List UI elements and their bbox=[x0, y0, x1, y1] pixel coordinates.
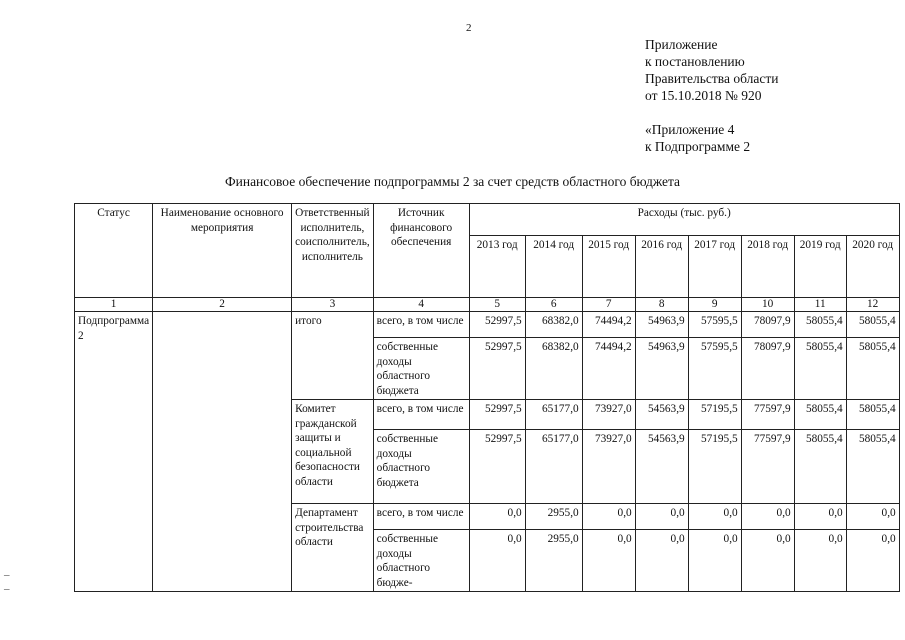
column-number: 12 bbox=[846, 298, 899, 312]
value-cell: 73927,0 bbox=[582, 400, 635, 430]
value-cell: 65177,0 bbox=[525, 400, 582, 430]
executor-cell: Департамент строительства области bbox=[292, 504, 374, 592]
header-year: 2019 год bbox=[794, 236, 846, 298]
appendix-line: Приложение bbox=[645, 37, 718, 52]
value-cell: 54963,9 bbox=[635, 312, 688, 338]
appendix-line: Правительства области bbox=[645, 71, 779, 86]
header-year: 2014 год bbox=[525, 236, 582, 298]
appendix-line: к Подпрограмме 2 bbox=[645, 139, 751, 154]
value-cell: 54963,9 bbox=[635, 338, 688, 400]
table-row bbox=[75, 312, 900, 338]
appendix-line: от 15.10.2018 № 920 bbox=[645, 88, 762, 103]
value-cell: 68382,0 bbox=[525, 338, 582, 400]
column-number: 9 bbox=[688, 298, 741, 312]
value-cell: 0,0 bbox=[846, 504, 899, 530]
value-cell: 68382,0 bbox=[525, 312, 582, 338]
document-title: Финансовое обеспечение подпрограммы 2 за счет средств областного бюджета bbox=[224, 174, 681, 189]
header-year: 2017 год bbox=[688, 236, 741, 298]
value-cell: 0,0 bbox=[635, 504, 688, 530]
value-cell: 58055,4 bbox=[794, 430, 846, 504]
header-year: 2015 год bbox=[582, 236, 635, 298]
source-cell: собственные доходы областного бюдже- bbox=[373, 530, 469, 592]
value-cell: 78097,9 bbox=[741, 338, 794, 400]
value-cell: 2955,0 bbox=[525, 530, 582, 592]
value-cell: 57195,5 bbox=[688, 430, 741, 504]
finance-table bbox=[74, 203, 900, 592]
column-number: 10 bbox=[741, 298, 794, 312]
appendix-note bbox=[645, 36, 778, 155]
value-cell: 0,0 bbox=[846, 530, 899, 592]
value-cell: 54563,9 bbox=[635, 430, 688, 504]
value-cell: 0,0 bbox=[688, 530, 741, 592]
header-executor: Ответственный исполнитель, соисполнитель, исполнитель bbox=[292, 204, 374, 298]
value-cell: 58055,4 bbox=[794, 312, 846, 338]
activity-name-cell bbox=[153, 312, 292, 592]
column-number: 7 bbox=[582, 298, 635, 312]
value-cell: 0,0 bbox=[688, 504, 741, 530]
column-number: 4 bbox=[373, 298, 469, 312]
margin-marks: – – bbox=[4, 569, 10, 595]
source-cell: всего, в том числе bbox=[373, 504, 469, 530]
value-cell: 74494,2 bbox=[582, 338, 635, 400]
value-cell: 0,0 bbox=[582, 530, 635, 592]
appendix-line: к постановлению bbox=[645, 54, 745, 69]
header-year: 2018 год bbox=[741, 236, 794, 298]
value-cell: 78097,9 bbox=[741, 312, 794, 338]
value-cell: 65177,0 bbox=[525, 430, 582, 504]
value-cell: 58055,4 bbox=[846, 338, 899, 400]
appendix-line: «Приложение 4 bbox=[645, 122, 735, 137]
value-cell: 57195,5 bbox=[688, 400, 741, 430]
source-cell: собственные доходы областного бюджета bbox=[373, 338, 469, 400]
value-cell: 58055,4 bbox=[846, 400, 899, 430]
value-cell: 77597,9 bbox=[741, 430, 794, 504]
page-number: 2 bbox=[466, 22, 472, 34]
column-number: 2 bbox=[153, 298, 292, 312]
header-year: 2013 год bbox=[469, 236, 525, 298]
value-cell: 54563,9 bbox=[635, 400, 688, 430]
value-cell: 0,0 bbox=[794, 504, 846, 530]
value-cell: 2955,0 bbox=[525, 504, 582, 530]
value-cell: 73927,0 bbox=[582, 430, 635, 504]
value-cell: 58055,4 bbox=[846, 312, 899, 338]
value-cell: 58055,4 bbox=[794, 400, 846, 430]
column-number: 5 bbox=[469, 298, 525, 312]
value-cell: 0,0 bbox=[582, 504, 635, 530]
value-cell: 57595,5 bbox=[688, 338, 741, 400]
header-source: Источник финансового обеспечения bbox=[373, 204, 469, 298]
value-cell: 52997,5 bbox=[469, 312, 525, 338]
value-cell: 52997,5 bbox=[469, 400, 525, 430]
value-cell: 77597,9 bbox=[741, 400, 794, 430]
value-cell: 0,0 bbox=[635, 530, 688, 592]
executor-cell: итого bbox=[292, 312, 374, 400]
status-cell: Подпрограмма 2 bbox=[75, 312, 153, 592]
source-cell: всего, в том числе bbox=[373, 400, 469, 430]
column-number: 8 bbox=[635, 298, 688, 312]
header-year: 2020 год bbox=[846, 236, 899, 298]
value-cell: 58055,4 bbox=[794, 338, 846, 400]
column-number: 1 bbox=[75, 298, 153, 312]
header-status: Статус bbox=[75, 204, 153, 298]
source-cell: всего, в том числе bbox=[373, 312, 469, 338]
value-cell: 0,0 bbox=[469, 530, 525, 592]
value-cell: 0,0 bbox=[741, 530, 794, 592]
executor-cell: Комитет гражданской защиты и социальной безопасности области bbox=[292, 400, 374, 504]
header-name: Наименование основного мероприятия bbox=[153, 204, 292, 298]
header-expenses: Расходы (тыс. руб.) bbox=[469, 204, 899, 236]
value-cell: 52997,5 bbox=[469, 430, 525, 504]
value-cell: 0,0 bbox=[469, 504, 525, 530]
column-number: 6 bbox=[525, 298, 582, 312]
value-cell: 58055,4 bbox=[846, 430, 899, 504]
header-year: 2016 год bbox=[635, 236, 688, 298]
source-cell: собственные доходы областного бюджета bbox=[373, 430, 469, 504]
value-cell: 0,0 bbox=[794, 530, 846, 592]
value-cell: 74494,2 bbox=[582, 312, 635, 338]
value-cell: 0,0 bbox=[741, 504, 794, 530]
column-number: 11 bbox=[794, 298, 846, 312]
value-cell: 57595,5 bbox=[688, 312, 741, 338]
value-cell: 52997,5 bbox=[469, 338, 525, 400]
column-number: 3 bbox=[292, 298, 374, 312]
